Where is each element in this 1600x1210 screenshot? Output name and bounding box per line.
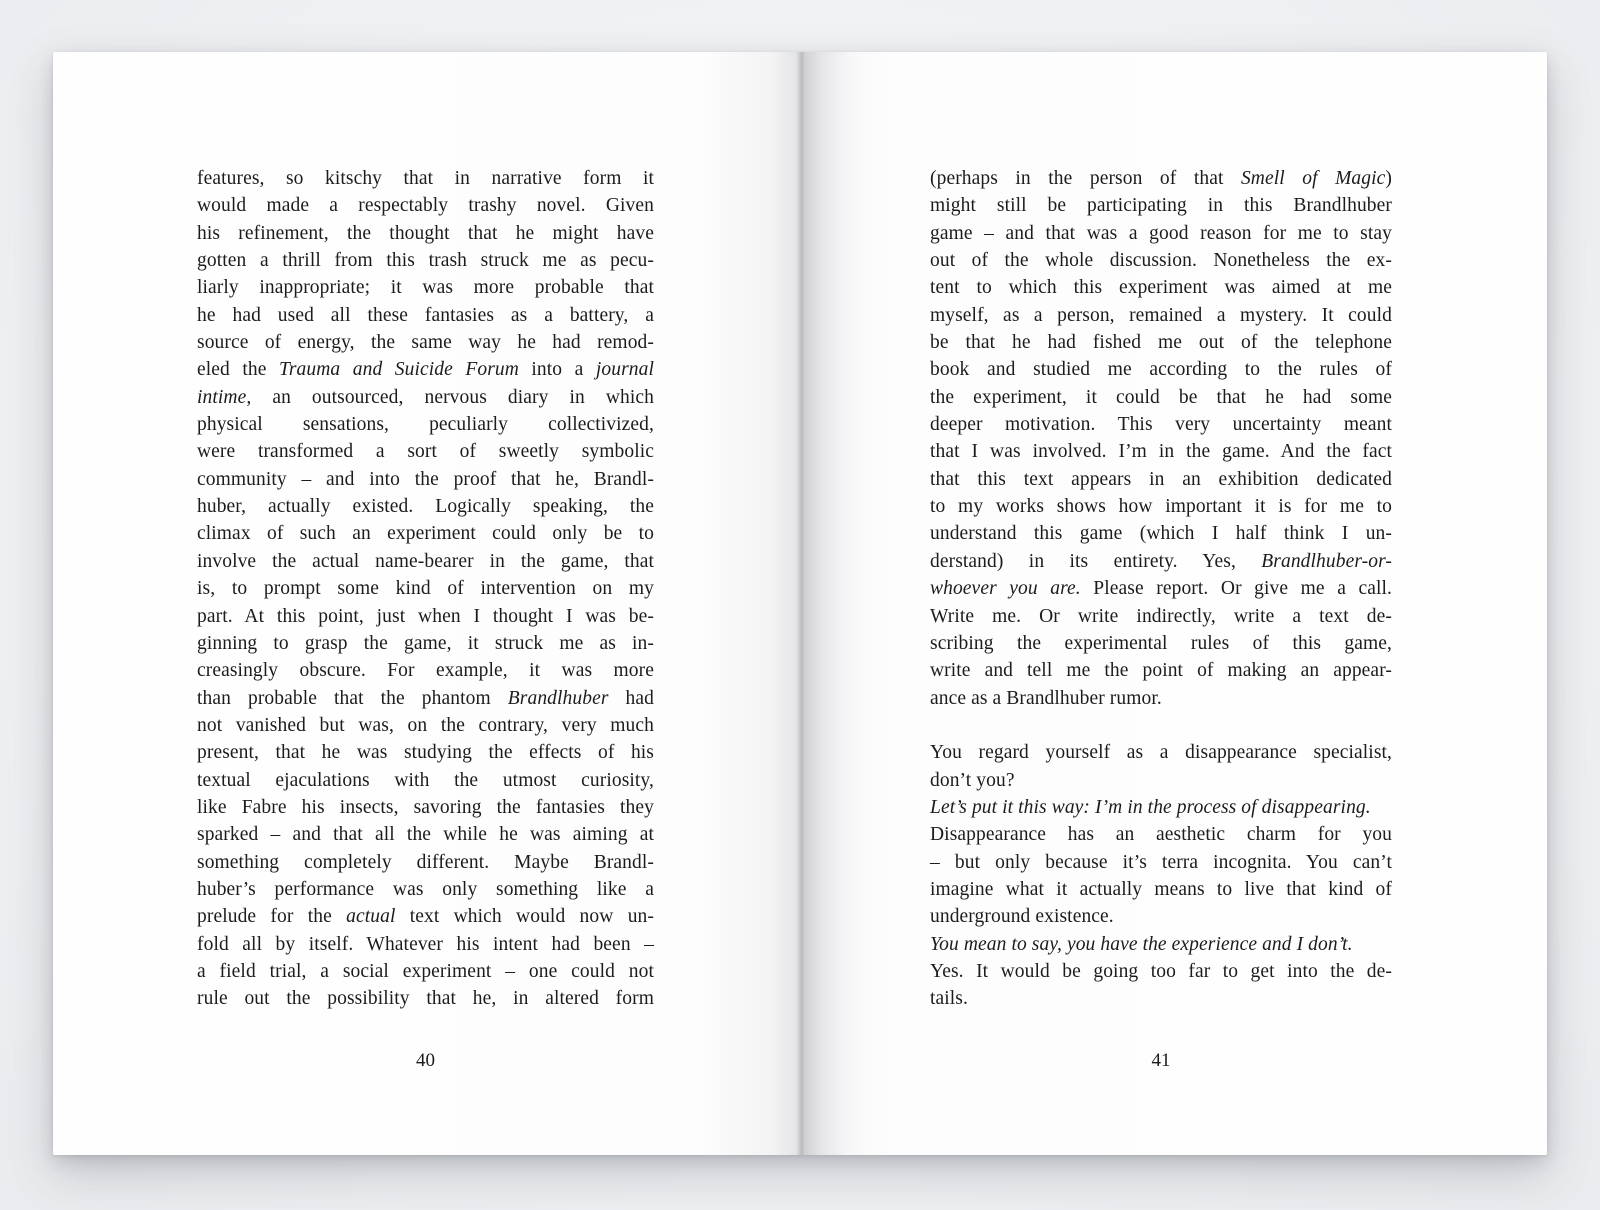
text-line: that this text appears in an exhibition dedicated: [930, 468, 1392, 490]
text-line: huber, actually existed. Logically speaking, the: [197, 496, 654, 518]
text-line: would made a respectably trashy novel. Given: [197, 195, 654, 217]
text-line: You regard yourself as a disappearance specialist,: [930, 742, 1392, 764]
text-line: rule out the possibility that he, in altered form: [197, 988, 654, 1010]
text-line: understand this game (which I half think I un-: [930, 523, 1392, 545]
text-line: tent to which this experiment was aimed at me: [930, 277, 1392, 299]
text-line: physical sensations, peculiarly collectivized,: [197, 414, 654, 436]
text-line: whoever you are. Please report. Or give me a call.: [930, 578, 1392, 600]
paragraph: [930, 739, 1392, 794]
text-line: tails.: [930, 988, 968, 1010]
left-page-text: [197, 165, 654, 1013]
text-line: Let’s put it this way: I’m in the process of disappearing.: [930, 796, 1371, 818]
text-line: eled the Trauma and Suicide Forum into a journal: [197, 359, 654, 381]
text-line: out of the whole discussion. Nonetheless the ex-: [930, 250, 1392, 272]
open-book: [53, 52, 1547, 1155]
text-line: community – and into the proof that he, Brandl-: [197, 468, 654, 490]
paragraph: [930, 794, 1392, 821]
text-line: present, that he was studying the effects of his: [197, 742, 654, 764]
text-line: were transformed a sort of sweetly symbolic: [197, 441, 654, 463]
text-line: something completely different. Maybe Brandl-: [197, 851, 654, 873]
right-page-text: [930, 165, 1392, 1013]
paragraph: [930, 931, 1392, 958]
text-line: scribing the experimental rules of this game,: [930, 632, 1392, 654]
text-line: huber’s performance was only something like a: [197, 878, 654, 900]
text-line: that I was involved. I’m in the game. And the fact: [930, 441, 1392, 463]
right-page-number: 41: [1151, 1050, 1171, 1071]
text-line: a field trial, a social experiment – one could not: [197, 960, 654, 982]
text-line: source of energy, the same way he had remod-: [197, 332, 654, 354]
text-line: derstand) in its entirety. Yes, Brandlhuber-or-: [930, 550, 1392, 572]
text-line: write and tell me the point of making an appear-: [930, 660, 1392, 682]
text-line: underground existence.: [930, 906, 1114, 928]
text-line: be that he had fished me out of the telephone: [930, 332, 1392, 354]
text-line: might still be participating in this Brandlhuber: [930, 195, 1392, 217]
text-line: myself, as a person, remained a mystery. It could: [930, 304, 1392, 326]
paragraph: [930, 165, 1392, 712]
text-line: ginning to grasp the game, it struck me as in-: [197, 632, 654, 654]
paragraph: [930, 821, 1392, 930]
text-line: liarly inappropriate; it was more probable that: [197, 277, 654, 299]
text-line: climax of such an experiment could only be to: [197, 523, 654, 545]
text-line: sparked – and that all the while he was aiming at: [197, 824, 654, 846]
text-line: than probable that the phantom Brandlhuber had: [197, 687, 654, 709]
text-line: he had used all these fantasies as a battery, a: [197, 304, 654, 326]
text-line: his refinement, the thought that he might have: [197, 222, 654, 244]
text-line: game – and that was a good reason for me to stay: [930, 222, 1392, 244]
text-line: intime, an outsourced, nervous diary in which: [197, 386, 654, 408]
left-page: [53, 52, 802, 1155]
text-line: is, to prompt some kind of intervention on my: [197, 578, 654, 600]
text-line: fold all by itself. Whatever his intent had been –: [197, 933, 654, 955]
text-line: prelude for the actual text which would now un-: [197, 906, 654, 928]
text-line: creasingly obscure. For example, it was more: [197, 660, 654, 682]
text-line: – but only because it’s terra incognita. You can’t: [930, 851, 1392, 873]
text-line: Disappearance has an aesthetic charm for you: [930, 824, 1392, 846]
text-line: imagine what it actually means to live that kind of: [930, 878, 1392, 900]
paragraph: [930, 958, 1392, 1013]
text-line: book and studied me according to the rules of: [930, 359, 1392, 381]
text-line: like Fabre his insects, savoring the fantasies they: [197, 796, 654, 818]
text-line: textual ejaculations with the utmost curiosity,: [197, 769, 654, 791]
right-page: [802, 52, 1547, 1155]
text-line: ance as a Brandlhuber rumor.: [930, 687, 1162, 709]
text-line: gotten a thrill from this trash struck me as pecu-: [197, 250, 654, 272]
text-line: Yes. It would be going too far to get into the de-: [930, 960, 1392, 982]
text-line: part. At this point, just when I thought I was be-: [197, 605, 654, 627]
text-line: don’t you?: [930, 769, 1015, 791]
text-line: deeper motivation. This very uncertainty meant: [930, 414, 1392, 436]
text-line: not vanished but was, on the contrary, very much: [197, 714, 654, 736]
text-line: the experiment, it could be that he had some: [930, 386, 1392, 408]
left-page-number: 40: [416, 1050, 435, 1071]
paragraph: [197, 165, 654, 1013]
text-line: features, so kitschy that in narrative form it: [197, 168, 654, 189]
text-line: involve the actual name-bearer in the game, that: [197, 550, 654, 572]
text-line: to my works shows how important it is for me to: [930, 496, 1392, 518]
text-line: Write me. Or write indirectly, write a text de-: [930, 605, 1392, 627]
text-line: (perhaps in the person of that Smell of Magic): [930, 168, 1392, 189]
text-line: You mean to say, you have the experience and I don’t.: [930, 933, 1353, 955]
